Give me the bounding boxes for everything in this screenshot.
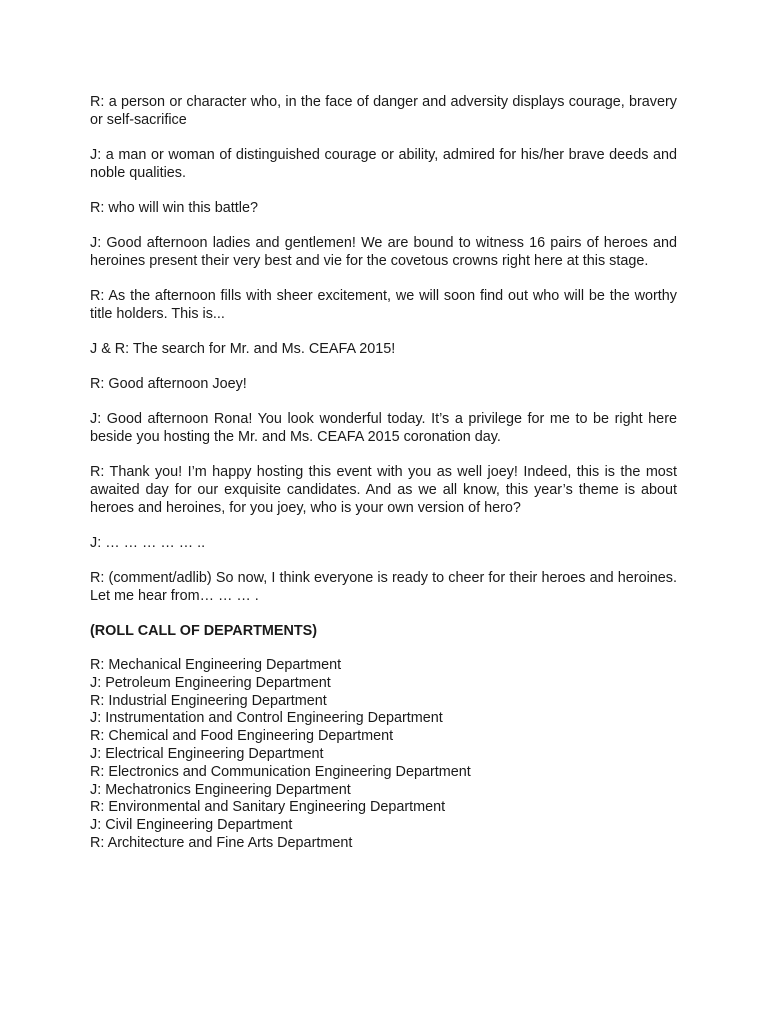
roll-call-item: R: Electronics and Communication Engineering Department <box>90 763 471 780</box>
document-body <box>90 93 677 853</box>
script-line: R: Good afternoon Joey! <box>90 376 247 392</box>
script-line: R: As the afternoon fills with sheer excitement, we will soon find out who will be the worthy title holders. This is... <box>90 288 677 322</box>
script-line: J: a man or woman of distinguished courage or ability, admired for his/her brave deeds and noble qualities. <box>90 147 677 181</box>
roll-call-item: J: Civil Engineering Department <box>90 817 293 834</box>
script-line: R: (comment/adlib) So now, I think everyone is ready to cheer for their heroes and heroines. Let me hear from… … … . <box>90 570 677 604</box>
script-line: J: … … … … … .. <box>90 535 206 551</box>
script-line: J & R: The search for Mr. and Ms. CEAFA 2015! <box>90 341 396 357</box>
script-line: R: a person or character who, in the face of danger and adversity displays courage, bravery or self-sacrifice <box>90 94 677 128</box>
roll-call-item: R: Architecture and Fine Arts Department <box>90 834 353 851</box>
roll-call-item: R: Industrial Engineering Department <box>90 692 327 709</box>
roll-call-heading: (ROLL CALL OF DEPARTMENTS) <box>90 623 318 639</box>
roll-call-item: J: Petroleum Engineering Department <box>90 674 331 691</box>
roll-call-item: R: Environmental and Sanitary Engineering Department <box>90 799 446 816</box>
script-line: J: Good afternoon Rona! You look wonderful today. It’s a privilege for me to be right here beside you hosting the Mr. and Ms. CEAFA 2015 coronation day. <box>90 411 677 445</box>
script-line: R: Thank you! I’m happy hosting this event with you as well joey! Indeed, this is the most awaited day for our exquisite candidates. And as we all know, this year’s theme is about heroes and heroines, for you joey, who is your own version of hero? <box>90 464 677 516</box>
roll-call-item: J: Electrical Engineering Department <box>90 745 324 762</box>
roll-call-item: R: Chemical and Food Engineering Department <box>90 728 394 745</box>
roll-call-list <box>90 657 677 853</box>
script-line: R: who will win this battle? <box>90 200 258 216</box>
roll-call-item: J: Mechatronics Engineering Department <box>90 781 351 798</box>
script-line: J: Good afternoon ladies and gentlemen! We are bound to witness 16 pairs of heroes and heroines present their very best and vie for the covetous crowns right here at this stage. <box>90 235 677 269</box>
roll-call-item: R: Mechanical Engineering Department <box>90 657 342 673</box>
roll-call-item: J: Instrumentation and Control Engineering Department <box>90 710 443 727</box>
